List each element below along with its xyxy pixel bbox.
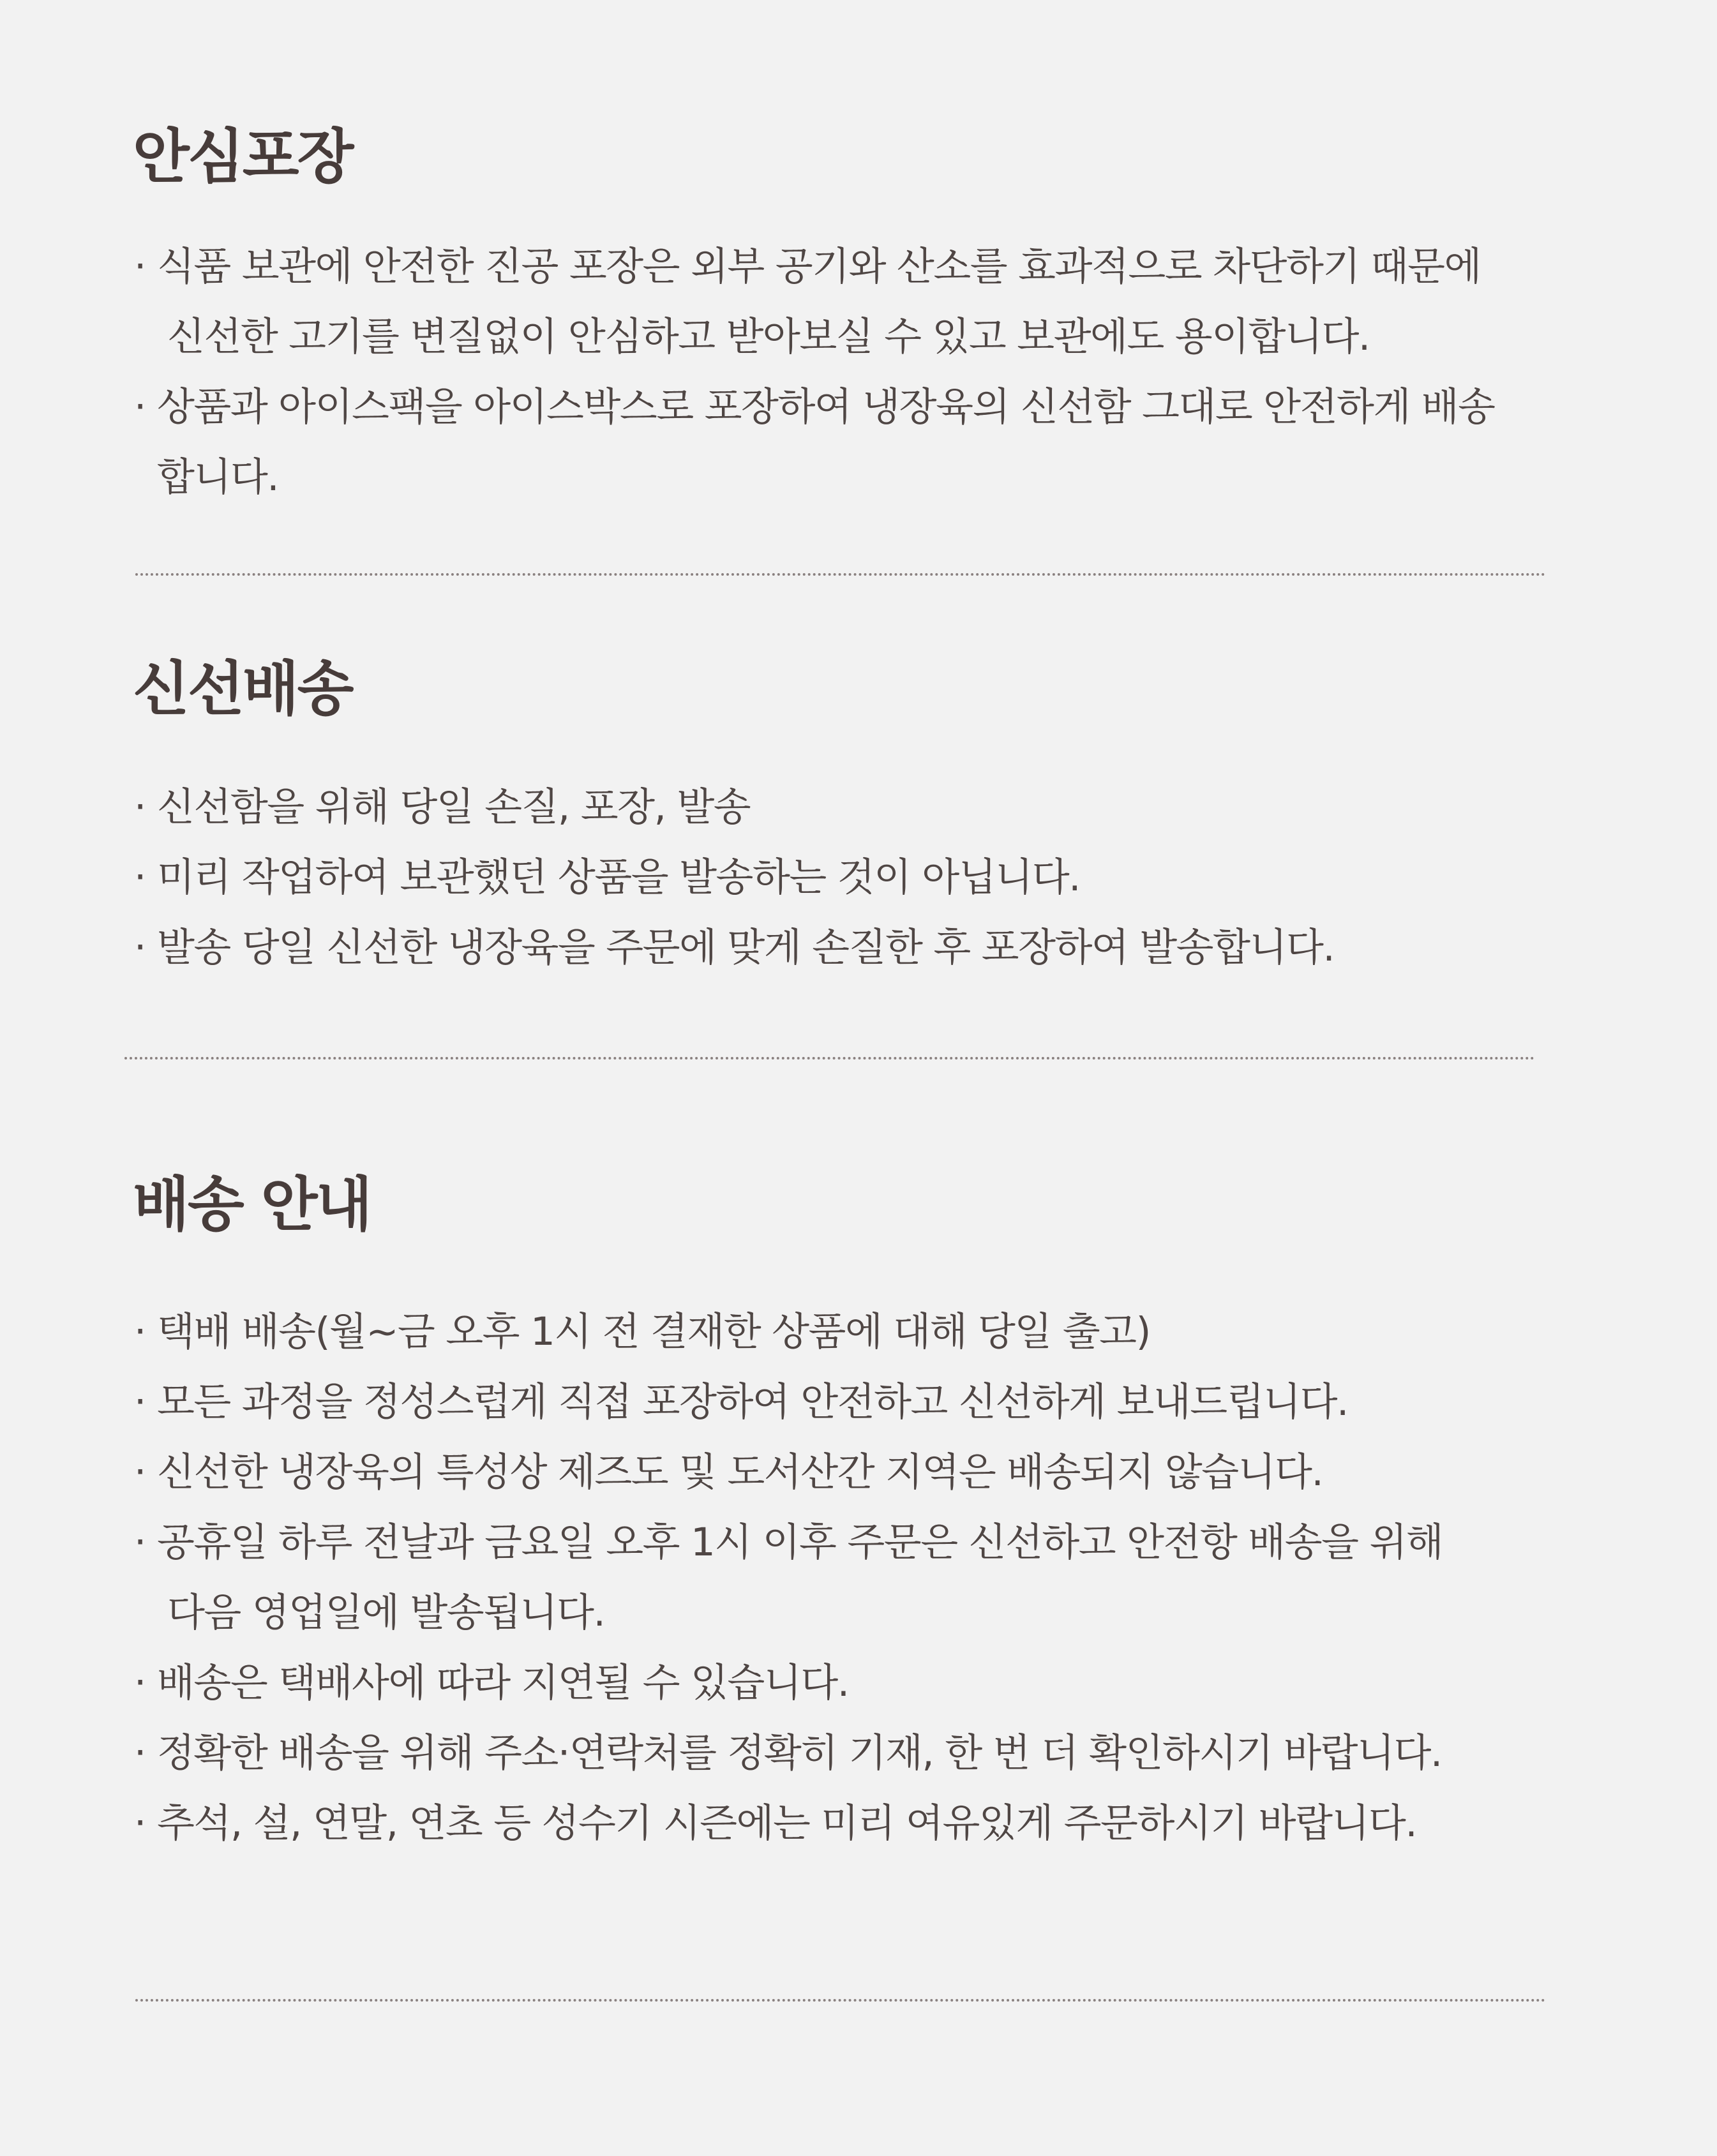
bullet-dot: ·: [134, 384, 146, 430]
section-title-safe-packaging: 안심포장: [133, 123, 352, 191]
list-item-text: 공휴일 하루 전날과 금요일 오후 1시 이후 주문은 신선하고 안전항 배송을 위해: [157, 1520, 1443, 1565]
bullet-dot: ·: [134, 855, 146, 900]
list-item-text-continued: 다음 영업일에 발송됩니다.: [167, 1590, 605, 1635]
list-item: [134, 1367, 1443, 1437]
bullet-dot: ·: [134, 1379, 146, 1425]
section-title-fresh-delivery: 신선배송: [133, 655, 352, 723]
list-item: [134, 232, 1495, 372]
dotted-divider: [124, 1057, 1535, 1059]
list-item: [134, 372, 1495, 513]
delivery-info-list: [134, 1297, 1443, 1859]
list-item-text: 신선한 냉장육의 특성상 제즈도 및 도서산간 지역은 배송되지 않습니다.: [157, 1449, 1323, 1495]
list-item: [134, 1508, 1443, 1648]
list-item-text-continued: 합니다.: [157, 454, 279, 500]
bullet-dot: ·: [134, 784, 146, 830]
list-item-text: 추석, 설, 연말, 연초 등 성수기 시즌에는 미리 여유있게 주문하시기 바랍니다.: [157, 1800, 1417, 1846]
fresh-delivery-list: [134, 772, 1335, 983]
dotted-divider: [135, 1999, 1546, 2002]
list-item-text: 발송 당일 신선한 냉장육을 주문에 맞게 손질한 후 포장하여 발송합니다.: [157, 925, 1335, 970]
list-item: [134, 1788, 1443, 1859]
bullet-dot: ·: [134, 1309, 146, 1354]
list-item-text: 상품과 아이스팩을 아이스박스로 포장하여 냉장육의 신선함 그대로 안전하게 배송: [157, 384, 1495, 430]
safe-packaging-list: [134, 232, 1495, 513]
bullet-dot: ·: [134, 1730, 146, 1776]
bullet-dot: ·: [134, 244, 146, 289]
list-item-text: 식품 보관에 안전한 진공 포장은 외부 공기와 산소를 효과적으로 차단하기 때문에: [157, 244, 1481, 289]
bullet-dot: ·: [134, 1520, 146, 1565]
section-title-delivery-info: 배송 안내: [133, 1171, 371, 1239]
list-item-text-continued: 신선한 고기를 변질없이 안심하고 받아보실 수 있고 보관에도 용이합니다.: [167, 314, 1370, 359]
list-item-text: 배송은 택배사에 따라 지연될 수 있습니다.: [157, 1660, 849, 1705]
list-item-text: 신선함을 위해 당일 손질, 포장, 발송: [157, 784, 751, 830]
list-item: [134, 842, 1334, 913]
list-item: [134, 1648, 1443, 1718]
list-item-text: 모든 과정을 정성스럽게 직접 포장하여 안전하고 신선하게 보내드립니다.: [157, 1379, 1348, 1425]
list-item: [134, 1718, 1443, 1788]
list-item-text: 정확한 배송을 위해 주소·연락처를 정확히 기재, 한 번 더 확인하시기 바랍니다.: [157, 1730, 1442, 1776]
bullet-dot: ·: [134, 1800, 146, 1846]
list-item: [134, 913, 1335, 983]
dotted-divider: [135, 573, 1546, 576]
bullet-dot: ·: [134, 1449, 146, 1495]
bullet-dot: ·: [134, 925, 146, 970]
bullet-dot: ·: [134, 1660, 146, 1705]
list-item-text: 미리 작업하여 보관했던 상품을 발송하는 것이 아닙니다.: [157, 855, 1081, 900]
list-item-text: 택배 배송(월~금 오후 1시 전 결재한 상품에 대해 당일 출고): [157, 1309, 1150, 1354]
list-item: [134, 772, 1334, 842]
list-item: [134, 1437, 1443, 1508]
list-item: [134, 1297, 1443, 1367]
